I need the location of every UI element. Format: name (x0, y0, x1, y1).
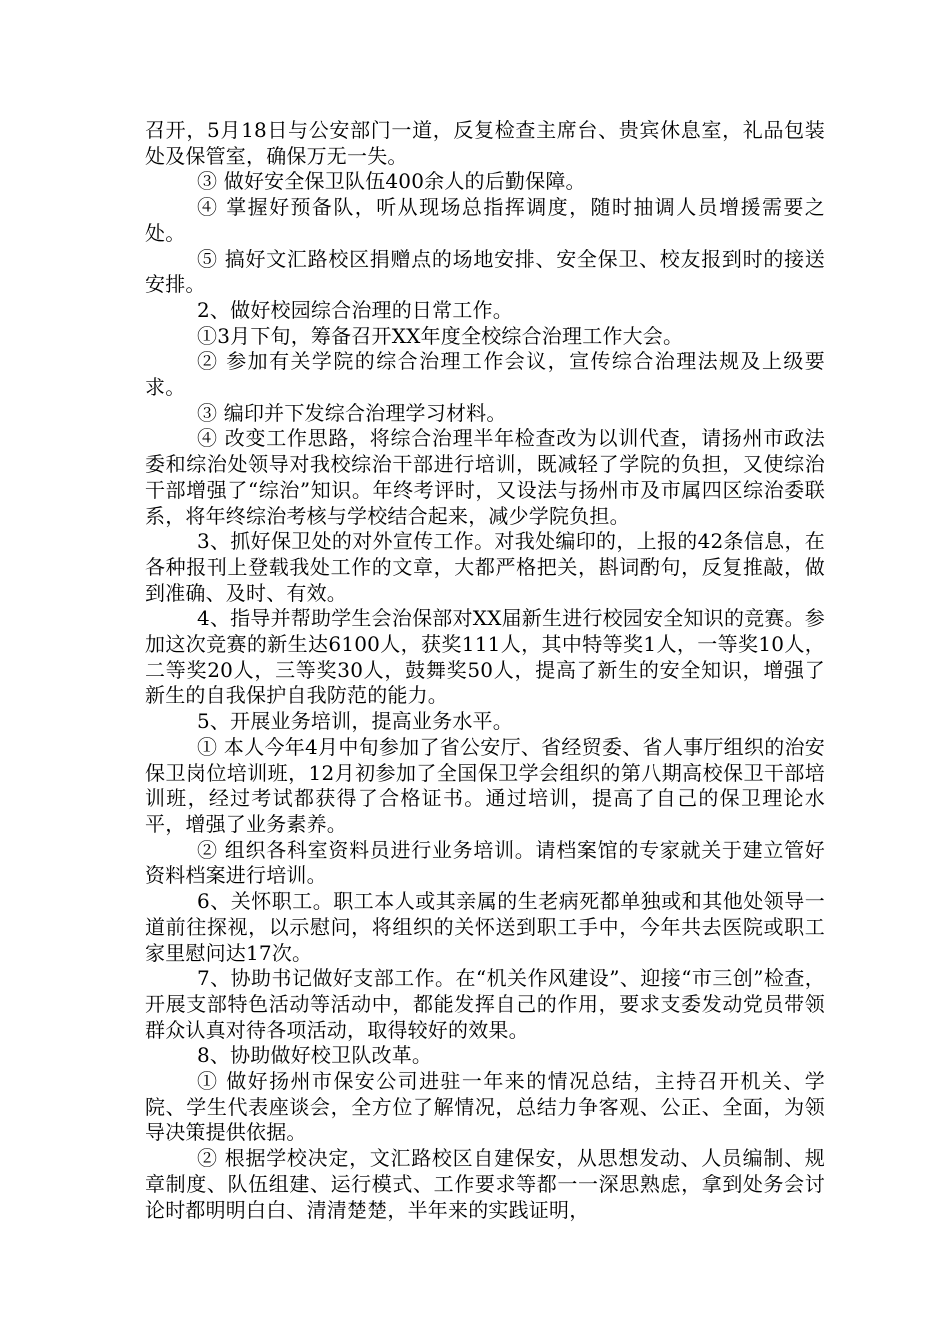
paragraph: ① 本人今年4月中旬参加了省公安厅、省经贸委、省人事厅组织的治安保卫岗位培训班，12月初参加了全国保卫学会组织的第八期高校保卫干部培训班，经过考试都获得了合格证书。通过培训，提高了自己的保卫理论水平，增强了业务素养。 (145, 734, 825, 836)
paragraph: 3、抓好保卫处的对外宣传工作。对我处编印的，上报的42条信息，在各种报刊上登载我处工作的文章，大都严格把关，斟词酌句，反复推敲，做到准确、及时、有效。 (145, 529, 825, 605)
paragraph: ① 做好扬州市保安公司进驻一年来的情况总结，主持召开机关、学院、学生代表座谈会，全方位了解情况，总结力争客观、公正、全面，为领导决策提供依据。 (145, 1069, 825, 1145)
paragraph: 召开，5月18日与公安部门一道，反复检查主席台、贵宾休息室，礼品包装处及保管室，确保万无一失。 (145, 118, 825, 168)
paragraph: ③ 做好安全保卫队伍400余人的后勤保障。 (197, 169, 586, 194)
paragraph: ①3月下旬，筹备召开XX年度全校综合治理工作大会。 (197, 323, 684, 348)
paragraph: ④ 掌握好预备队，听从现场总指挥调度，随时抽调人员增援需要之处。 (145, 195, 825, 245)
paragraph: ④ 改变工作思路，将综合治理半年检查改为以训代查，请扬州市政法委和综治处领导对我校综治干部进行培训，既减轻了学院的负担，又使综治干部增强了“综治”知识。年终考评时，又设法与扬州市及市属四区综治委联系，将年终综治考核与学校结合起来，减少学院负担。 (145, 426, 825, 528)
paragraph: 2、做好校园综合治理的日常工作。 (197, 297, 513, 322)
paragraph: ② 根据学校决定，文汇路校区自建保安，从思想发动、人员编制、规章制度、队伍组建、运行模式、工作要求等都一一深思熟虑，拿到处务会讨论时都明明白白、清清楚楚，半年来的实践证明， (145, 1146, 825, 1222)
paragraph: 7、协助书记做好支部工作。在“机关作风建设”、迎接“市三创”检查，开展支部特色活动等活动中，都能发挥自己的作用，要求支委发动党员带领群众认真对待各项活动，取得较好的效果。 (145, 966, 825, 1042)
paragraph: ② 参加有关学院的综合治理工作会议，宣传综合治理法规及上级要求。 (145, 349, 825, 400)
document-body (145, 118, 825, 1223)
paragraph: 4、指导并帮助学生会治保部对XX届新生进行校园安全知识的竞赛。参加这次竞赛的新生达6100人，获奖111人，其中特等奖1人，一等奖10人，二等奖20人，三等奖30人，鼓舞奖50人，提高了新生的安全知识，增强了新生的自我保护自我防范的能力。 (145, 606, 825, 708)
paragraph: 6、关怀职工。职工本人或其亲属的生老病死都单独或和其他处领导一道前往探视，以示慰问，将组织的关怀送到职工手中，今年共去医院或职工家里慰问达17次。 (145, 889, 825, 965)
paragraph: ② 组织各科室资料员进行业务培训。请档案馆的专家就关于建立管好资料档案进行培训。 (145, 837, 825, 888)
paragraph: 8、协助做好校卫队改革。 (197, 1043, 433, 1068)
paragraph: 5、开展业务培训，提高业务水平。 (197, 709, 513, 734)
paragraph: ⑤ 搞好文汇路校区捐赠点的场地安排、安全保卫、校友报到时的接送安排。 (145, 246, 825, 297)
paragraph: ③ 编印并下发综合治理学习材料。 (197, 400, 507, 425)
